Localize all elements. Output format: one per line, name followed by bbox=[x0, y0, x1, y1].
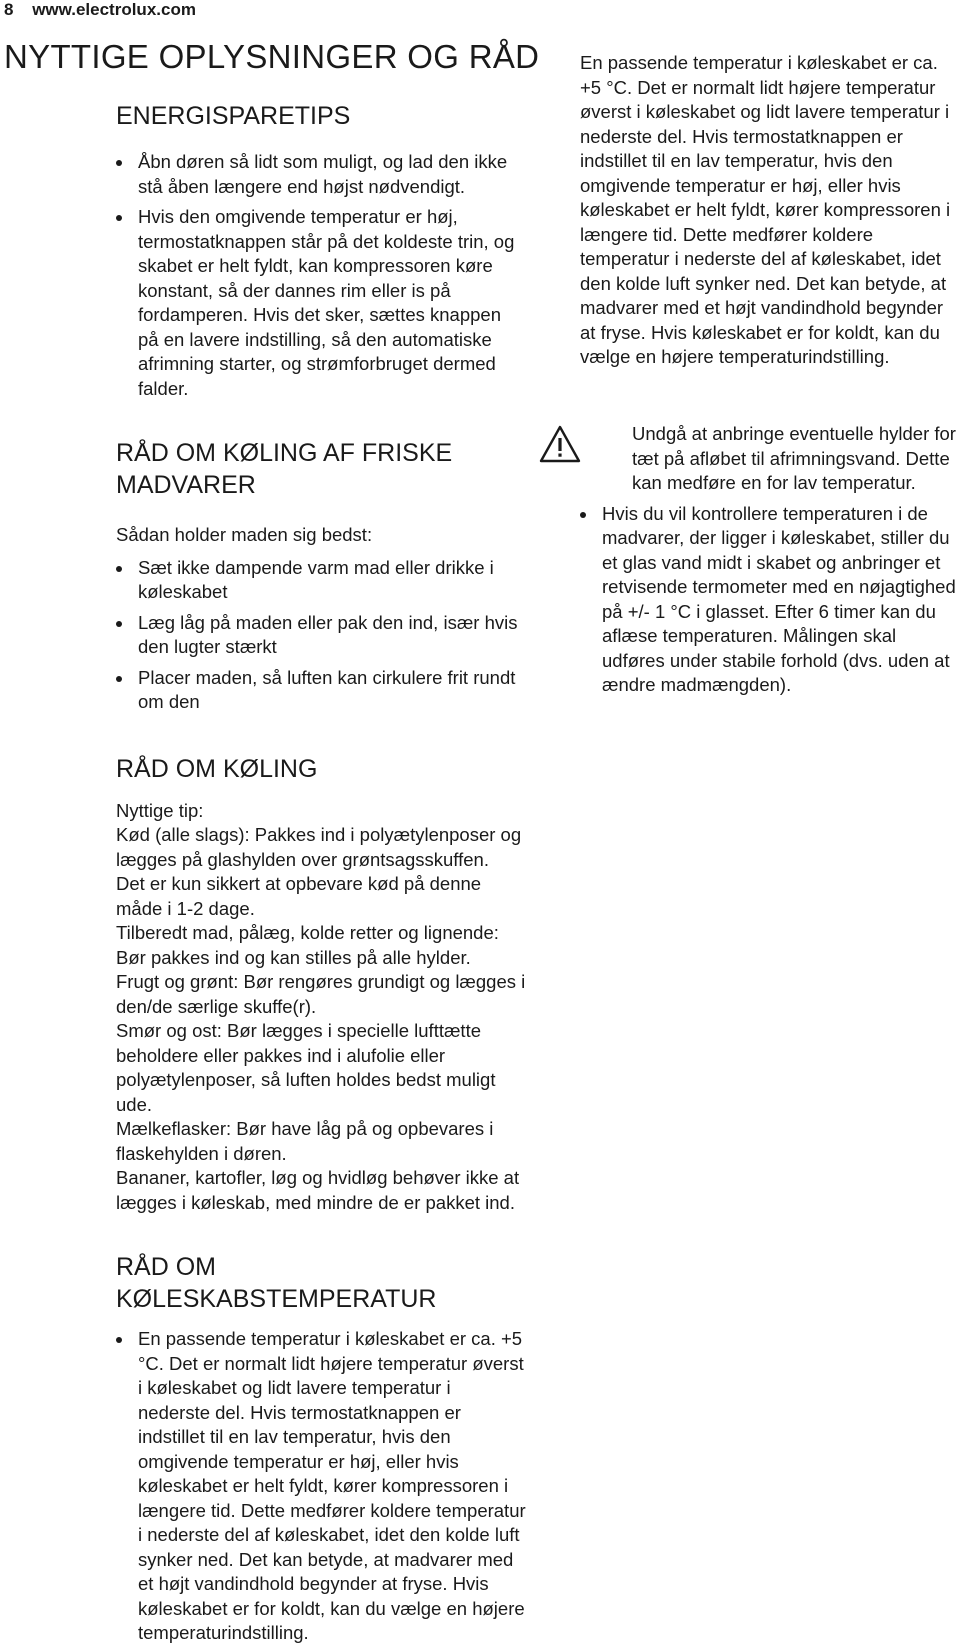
cooling-line: Frugt og grønt: Bør rengøres grundigt og lægges i den/de særlige skuffe(r). bbox=[116, 971, 526, 1017]
fresh-food-heading: RÅD OM KØLING AF FRISKE MADVARER bbox=[116, 439, 453, 499]
energy-heading: ENERGISPARETIPS bbox=[116, 102, 351, 130]
fridge-temp-heading: RÅD OM KØLESKABSTEMPERATUR bbox=[116, 1253, 437, 1313]
list-item: Hvis du vil kontrollere temperaturen i de madvarer, der ligger i køleskabet, stiller du et glas vand midt i skabet og anbringer et retvisende termometer med en nøjagtighed på +/- 1 °C i glasset. Efter 6 timer kan du aflæse temperaturen. Målingen skal udføres under stabile forhold (dvs. uden at ændre madmængden). bbox=[580, 502, 958, 698]
list-item: Placer maden, så luften kan cirkulere frit rundt om den bbox=[116, 666, 526, 715]
page-header bbox=[4, 0, 196, 20]
fresh-food-list bbox=[116, 556, 526, 715]
list-item: Hvis den omgivende temperatur er høj, termostatknappen står på det koldeste trin, og skabet er helt fyldt, kan kompressoren køre konstant, så der dannes rim eller is på fordamperen. Hvis det sker, sættes knappen på en lavere indstilling, så den automatiske afrimning starter, og strømforbruget dermed falder. bbox=[116, 205, 526, 401]
list-item: Sæt ikke dampende varm mad eller drikke i køleskabet bbox=[116, 556, 526, 605]
continued-text-window bbox=[580, 52, 958, 394]
list-item: Åbn døren så lidt som muligt, og lad den ikke stå åben længere end højst nødvendigt. bbox=[116, 150, 526, 199]
fridge-temp-list-continued bbox=[580, 502, 958, 698]
warning-note bbox=[580, 422, 958, 496]
list-item: En passende temperatur i køleskabet er ca. +5 °C. Det er normalt lidt højere temperatur øverst i køleskabet og lidt lavere temperatur i nederste del. Hvis termostatknappen er indstillet til en lav temperatur, hvis den omgivende temperatur er høj, eller hvis køleskabet er helt fyldt, kører kompressoren i længere tid. Dette medfører koldere temperatur i nederste del af køleskabet, idet den kolde luft synker ned. Det kan betyde, at madvarer med et højt vandindhold begynder at fryse. Hvis køleskabet er for koldt, kan du vælge en højere temperaturindstilling. bbox=[116, 1327, 526, 1376]
right-column bbox=[580, 52, 958, 698]
warning-triangle-icon bbox=[538, 424, 582, 464]
continued-bullet-text: En passende temperatur i køleskabet er ca. +5 °C. Det er normalt lidt højere temperatur øverst i køleskabet og lidt lavere temperatur i nederste del. Hvis termostatknappen er indstillet til en lav temperatur, hvis den omgivende temperatur er høj, eller hvis køleskabet er helt fyldt, kører kompressoren i længere tid. Dette medfører koldere temperatur i nederste del af køleskabet, idet den kolde luft synker ned. Det kan betyde, at madvarer med et højt vandindhold begynder at fryse. Hvis køleskabet er for koldt, kan du vælge en højere temperaturindstilling. bbox=[580, 52, 951, 367]
page-number: 8 bbox=[4, 0, 14, 19]
energy-list bbox=[116, 150, 526, 401]
cooling-tips bbox=[116, 799, 526, 1216]
fresh-food-intro: Sådan holder maden sig bedst: bbox=[116, 524, 373, 545]
cooling-heading: RÅD OM KØLING bbox=[116, 754, 318, 783]
cooling-line: Kød (alle slags): Pakkes ind i polyætylenposer og lægges på glashylden over grøntsagsskuffen. bbox=[116, 824, 522, 870]
website-url[interactable]: www.electrolux.com bbox=[32, 0, 196, 19]
cooling-line: Nyttige tip: bbox=[116, 799, 204, 821]
fridge-temp-list bbox=[116, 1327, 526, 1643]
warning-text: Undgå at anbringe eventuelle hylder for tæt på afløbet til afrimningsvand. Dette kan medføre en for lav temperatur. bbox=[632, 423, 956, 493]
cooling-line: Smør og ost: Bør lægges i specielle lufttætte beholdere eller pakkes ind i alufolie eller polyætylenposer, så luften holdes bedst muligt ude. bbox=[116, 1020, 496, 1115]
cooling-line: Mælkeflasker: Bør have låg på og opbevares i flaskehylden i døren. bbox=[116, 1118, 494, 1164]
list-item: Læg låg på maden eller pak den ind, især hvis den lugter stærkt bbox=[116, 611, 526, 660]
cooling-line: Det er kun sikkert at opbevare kød på denne måde i 1-2 dage. bbox=[116, 873, 482, 919]
cooling-line: Bananer, kartofler, løg og hvidløg behøver ikke at lægges i køleskab, med mindre de er pakket ind. bbox=[116, 1167, 520, 1213]
left-column bbox=[116, 100, 526, 1643]
page-title: NYTTIGE OPLYSNINGER OG RÅD bbox=[4, 38, 540, 75]
cooling-line: Tilberedt mad, pålæg, kolde retter og lignende: Bør pakkes ind og kan stilles på alle hylder. bbox=[116, 922, 499, 968]
